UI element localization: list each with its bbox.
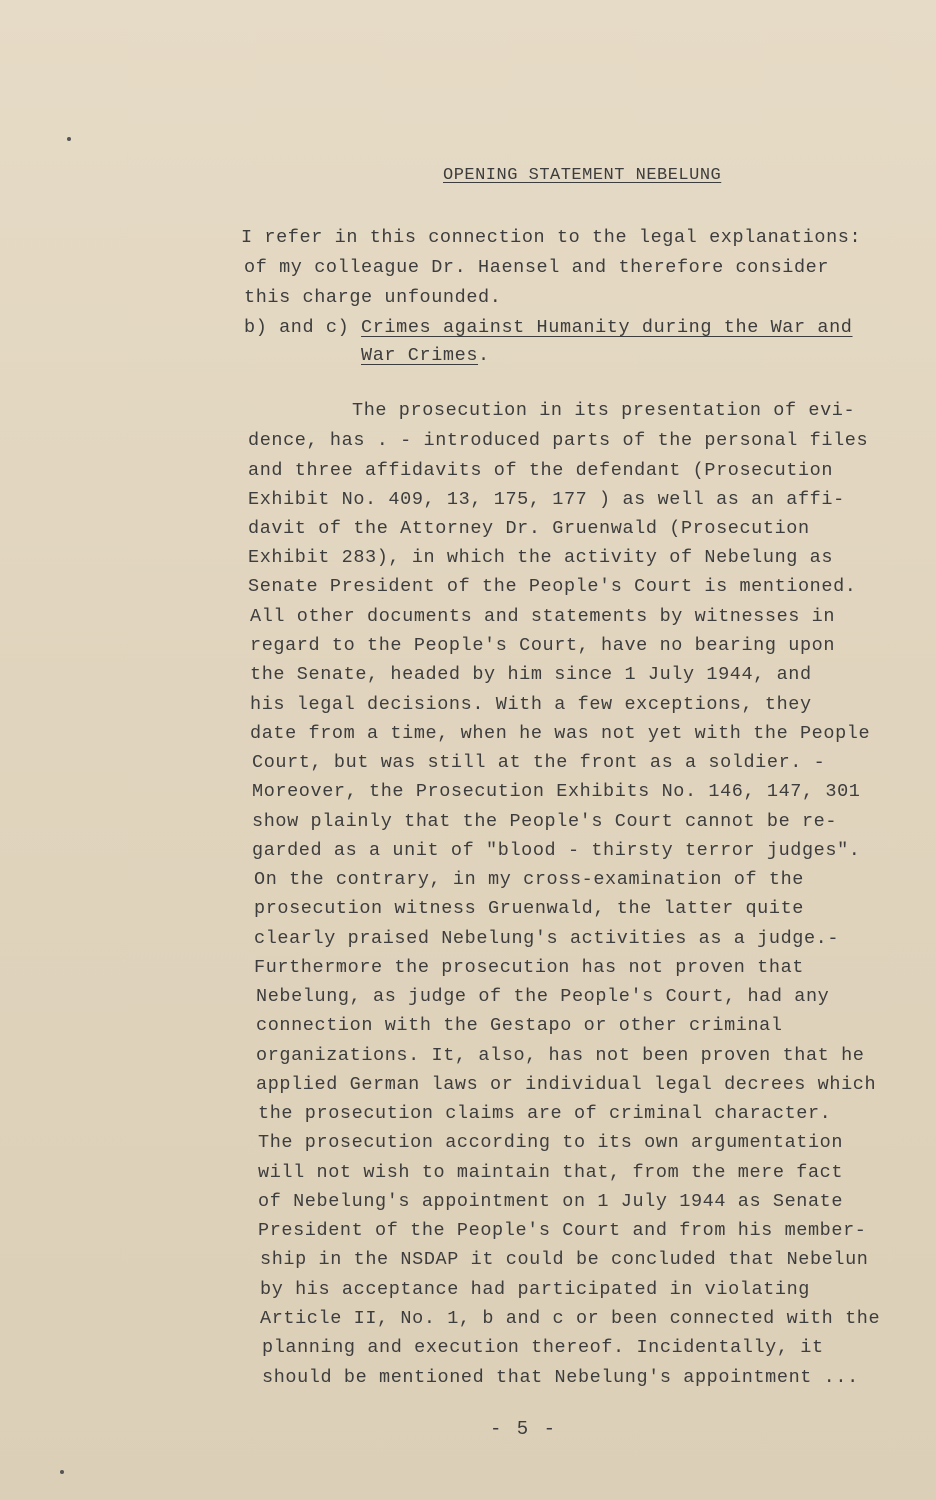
- body-line: The prosecution according to its own argumentation: [258, 1132, 844, 1153]
- body-line: ship in the NSDAP it could be concluded that Nebelun: [260, 1249, 869, 1270]
- body-line: and three affidavits of the defendant (Prosecution: [248, 460, 834, 481]
- body-line: organizations. It, also, has not been proven that he: [256, 1045, 865, 1066]
- punch-hole: [67, 137, 71, 141]
- body-line: date from a time, when he was not yet with the People: [250, 723, 871, 744]
- section-title-end: .: [478, 345, 490, 366]
- body-line: The prosecution in its presentation of evi-: [352, 400, 856, 421]
- punch-hole: [60, 1470, 64, 1474]
- section-prefix: b) and c): [244, 317, 362, 338]
- body-line: All other documents and statements by witnesses in: [250, 606, 836, 627]
- body-line: planning and execution thereof. Incidentally, it: [262, 1337, 824, 1358]
- body-line: Article II, No. 1, b and c or been connected with the: [260, 1308, 881, 1329]
- body-line: applied German laws or individual legal decrees which: [256, 1074, 877, 1095]
- section-title-part-1: Crimes against Humanity during the War and: [361, 317, 853, 338]
- section-title-part-2: War Crimes: [361, 345, 479, 366]
- body-line: show plainly that the People's Court cannot be re-: [252, 811, 838, 832]
- intro-line: I refer in this connection to the legal explanations:: [241, 227, 862, 248]
- body-line: should be mentioned that Nebelung's appointment ...: [262, 1367, 859, 1388]
- section-heading: [244, 317, 853, 338]
- body-line: Exhibit No. 409, 13, 175, 177 ) as well as an affi-: [248, 489, 845, 510]
- body-line: regard to the People's Court, have no bearing upon: [250, 635, 836, 656]
- body-line: Moreover, the Prosecution Exhibits No. 146, 147, 301: [252, 781, 861, 802]
- intro-line: this charge unfounded.: [244, 287, 502, 308]
- body-line: davit of the Attorney Dr. Gruenwald (Prosecution: [248, 518, 810, 539]
- body-line: Court, but was still at the front as a soldier. -: [252, 752, 826, 773]
- body-line: On the contrary, in my cross-examination of the: [254, 869, 804, 890]
- body-line: will not wish to maintain that, from the mere fact: [258, 1162, 844, 1183]
- body-line: Senate President of the People's Court is mentioned.: [248, 576, 857, 597]
- page-number: - 5 -: [490, 1418, 558, 1440]
- body-line: the prosecution claims are of criminal character.: [258, 1103, 832, 1124]
- body-line: dence, has . - introduced parts of the personal files: [248, 430, 869, 451]
- body-line: clearly praised Nebelung's activities as a judge.-: [254, 928, 840, 949]
- body-line: the Senate, headed by him since 1 July 1944, and: [250, 664, 812, 685]
- body-line: by his acceptance had participated in violating: [260, 1279, 810, 1300]
- body-line: President of the People's Court and from his member-: [258, 1220, 867, 1241]
- body-line: connection with the Gestapo or other criminal: [256, 1015, 783, 1036]
- body-line: Exhibit 283), in which the activity of Nebelung as: [248, 547, 834, 568]
- intro-line: of my colleague Dr. Haensel and therefore consider: [244, 257, 830, 278]
- section-heading-continued: [361, 345, 490, 366]
- body-line: his legal decisions. With a few exceptions, they: [250, 694, 812, 715]
- body-line: Nebelung, as judge of the People's Court, had any: [256, 986, 830, 1007]
- body-line: Furthermore the prosecution has not proven that: [254, 957, 804, 978]
- document-heading: OPENING STATEMENT NEBELUNG: [443, 166, 722, 185]
- body-line: of Nebelung's appointment on 1 July 1944 as Senate: [258, 1191, 844, 1212]
- body-line: garded as a unit of "blood - thirsty terror judges".: [252, 840, 861, 861]
- body-line: prosecution witness Gruenwald, the latter quite: [254, 898, 804, 919]
